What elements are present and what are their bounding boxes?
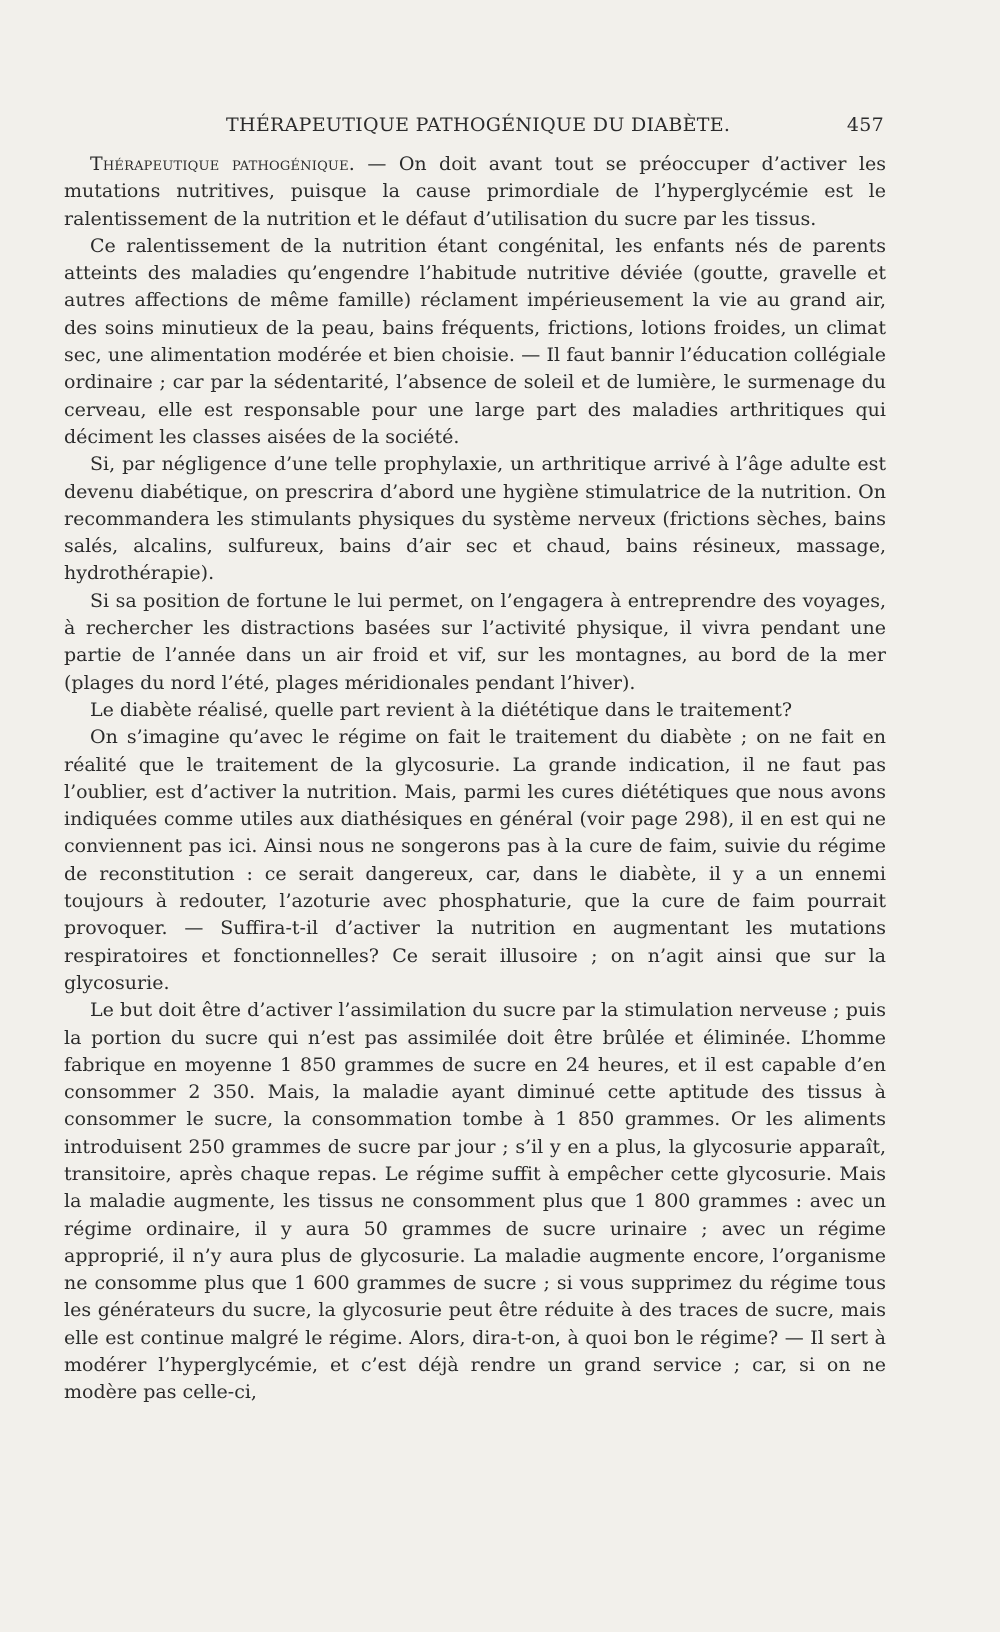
paragraph: Ce ralentissement de la nutrition étant congénital, les enfants nés de parents atteints des maladies qu’engendre l’habitude nutritive déviée (goutte, gravelle et autres affections de même famille) réclament impérieusement la vie au grand air, des soins minutieux de la peau, bains fréquents, frictions, lotions froides, un climat sec, une alimentation modérée et bien choisie. — Il faut bannir l’éducation collégiale ordinaire ; car par la sédentarité, l’absence de soleil et de lumière, le surmenage du cerveau, elle est responsable pour une large part des maladies arthritiques qui déciment les classes aisées de la société. [64,234,886,448]
body-text [64,151,886,1407]
paragraph [64,151,886,233]
paragraph-text: — On doit avant tout se préoccuper d’activer les mutations nutritives, puisque la cause primordiale de l’hyperglycémie est le ralentissement de la nutrition et le défaut d’utilisation du sucre par les tissus. [64,153,886,230]
paragraph: Si sa position de fortune le lui permet, on l’engagera à entreprendre des voyages, à rechercher les distractions basées sur l’activité physique, il vivra pendant une partie de l’année dans un air froid et vif, sur les montagnes, au bord de la mer (plages du nord l’été, plages méridionales pendant l’hiver). [64,589,886,694]
paragraph: Le but doit être d’activer l’assimilation du sucre par la stimulation nerveuse ; puis la portion du sucre qui n’est pas assimilée doit être brûlée et éliminée. L’homme fabrique en moyenne 1 850 grammes de sucre en 24 heures, et il est capable d’en consommer 2 350. Mais, la maladie ayant diminué cette aptitude des tissus à consommer le sucre, la consommation tombe à 1 850 grammes. Or les aliments introduisent 250 grammes de sucre par jour ; s’il y en a plus, la glycosurie apparaît, transitoire, après chaque repas. Le régime suffit à empêcher cette glycosurie. Mais la maladie augmente, les tissus ne consomment plus que 1 800 grammes : avec un régime ordinaire, il y aura 50 grammes de sucre urinaire ; avec un régime approprié, il n’y aura plus de glycosurie. La maladie augmente encore, l’organisme ne consomme plus que 1 600 grammes de sucre ; si vous supprimez du régime tous les générateurs du sucre, la glycosurie peut être réduite à des traces de sucre, mais elle est continue malgré le régime. Alors, dira-t-on, à quoi bon le régime? — Il sert à modérer l’hyperglycémie, et c’est déjà rendre un grand service ; car, si on ne modère pas celle-ci, [64,999,886,1404]
running-title: THÉRAPEUTIQUE PATHOGÉNIQUE DU DIABÈTE. [226,114,731,136]
paragraph: Le diabète réalisé, quelle part revient à la diététique dans le traitement? [90,698,793,721]
page-number: 457 [846,114,884,136]
section-lead: Thérapeutique pathogénique. [90,153,356,175]
page-header [64,114,884,144]
paragraph: Si, par négligence d’une telle prophylaxie, un arthritique arrivé à l’âge adulte est devenu diabétique, on prescrira d’abord une hygiène stimulatrice de la nutrition. On recommandera les stimulants physiques du système nerveux (frictions sèches, bains salés, alcalins, sulfureux, bains d’air sec et chaud, bains résineux, massage, hydrothérapie). [64,453,886,585]
paragraph: On s’imagine qu’avec le régime on fait le traitement du diabète ; on ne fait en réalité que le traitement de la glycosurie. La grande indication, il ne faut pas l’oublier, est d’activer la nutrition. Mais, parmi les cures diététiques que nous avons indiquées comme utiles aux diathésiques en général (voir page 298), il en est qui ne conviennent pas ici. Ainsi nous ne songerons pas à la cure de faim, suivie du régime de reconstitution : ce serait dangereux, car, dans le diabète, il y a un ennemi toujours à redouter, l’azoturie avec phosphaturie, que la cure de faim pourrait provoquer. — Suffira-t-il d’activer la nutrition en augmentant les mutations respiratoires et fonctionnelles? Ce serait illusoire ; on n’agit ainsi que sur la glycosurie. [64,726,886,994]
